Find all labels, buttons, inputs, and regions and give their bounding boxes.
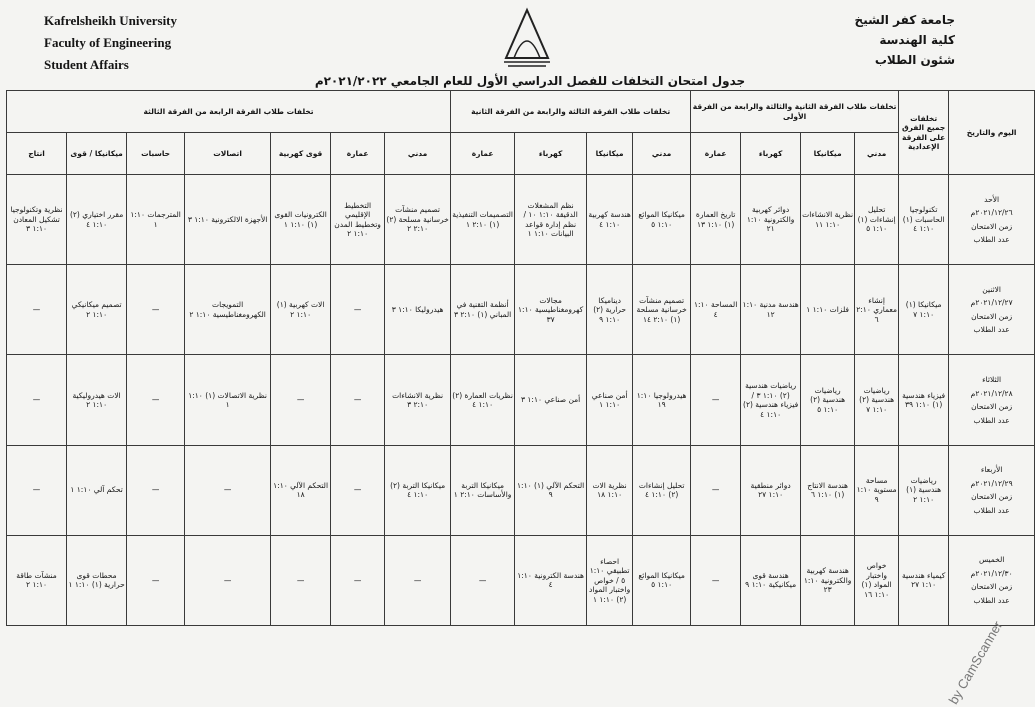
group2-header: تخلفات طلاب الفرقة الثانية والثالثة والرابعة من الفرقة الأولى	[691, 91, 899, 133]
day-n: عدد الطلاب	[973, 505, 1010, 515]
exam-cell: دوائر كهربية والكترونية ١:١٠ ٢١	[741, 175, 801, 265]
col-mech-1: ميكانيكا	[801, 133, 855, 175]
day-cell	[949, 445, 1035, 535]
col-elec-1: كهرباء	[741, 133, 801, 175]
exam-cell: احصاء تطبيقي ١:١٠ ٥ / خواص واختبار المواد (٢) ١:١٠ ١	[587, 535, 633, 625]
exam-cell: كيمياء هندسية ١:١٠ ٢٧	[899, 535, 949, 625]
exam-cell: —	[331, 355, 385, 445]
exam-cell: —	[7, 445, 67, 535]
exam-cell: مجالات كهرومغناطيسية ١:١٠ ٣٧	[515, 265, 587, 355]
exam-cell: دوائر منطقية ١:١٠ ٢٧	[741, 445, 801, 535]
exam-cell: ديناميكا حرارية (٢) ١:١٠ ٩	[587, 265, 633, 355]
day-day: الاثنين	[982, 284, 1001, 294]
exam-cell: —	[451, 535, 515, 625]
exam-cell: ميكانيكا التربة والأساسات ٢:١٠ ١	[451, 445, 515, 535]
col-mech-power-3: ميكانيكا / قوى	[67, 133, 127, 175]
exam-cell: هندسة كهربية ١:١٠ ٤	[587, 175, 633, 265]
day-date: ٢٠٢١/١٢/٢٦م	[970, 208, 1013, 218]
department-name-ar: شئون الطلاب	[874, 53, 955, 67]
exam-cell: فيزياء هندسية (١) ١:١٠ ٣٩	[899, 355, 949, 445]
exam-cell: رياضيات هندسية (٢) ١:١٠ ٧	[855, 355, 899, 445]
exam-cell: —	[271, 535, 331, 625]
exam-cell: تصميم منشآت خرسانية مسلحة (٢) ٢:١٠ ٢	[385, 175, 451, 265]
exam-cell: —	[331, 445, 385, 535]
table-row	[7, 265, 1035, 355]
exam-cell: —	[7, 265, 67, 355]
exam-cell: —	[331, 265, 385, 355]
day-day: الأحد	[984, 194, 1000, 204]
exam-cell: أنظمة التقنية في المباني (١) ٢:١٠ ٣	[451, 265, 515, 355]
exam-cell: تكنولوجيا الحاسبات (١) ١:١٠ ٤	[899, 175, 949, 265]
exam-cell: ميكانيكا الموائع ١:١٠ ٥	[633, 535, 691, 625]
faculty-name-ar: كلية الهندسة	[879, 33, 955, 47]
exam-cell: —	[691, 535, 741, 625]
day-date: ٢٠٢١/١٢/٣٠م	[970, 568, 1013, 578]
col-civil-1: مدني	[855, 133, 899, 175]
exam-cell: تحليل إنشاءات (١) ١:١٠ ٥	[855, 175, 899, 265]
day-cell	[949, 355, 1035, 445]
exam-cell: تصميم منشآت خرسانية مسلحة (١) ٢:١٠ ١٤	[633, 265, 691, 355]
exam-cell: نظرية الاتصالات (١) ١:١٠ ١	[185, 355, 271, 445]
department-name: Student Affairs	[44, 57, 129, 72]
col-comm-3: اتصالات	[185, 133, 271, 175]
table-row	[7, 445, 1035, 535]
day-t: زمن الامتحان	[971, 402, 1013, 412]
exam-schedule-table	[6, 90, 1035, 626]
col-arch-2: عمارة	[451, 133, 515, 175]
exam-cell: نظرية الات ١:١٠ ١٨	[587, 445, 633, 535]
exam-cell: —	[385, 535, 451, 625]
exam-cell: هيدرولوجيا ١:١٠ ١٩	[633, 355, 691, 445]
exam-cell: محطات قوى حرارية (١) ١:١٠ ١	[67, 535, 127, 625]
exam-cell: إنشاء معماري ٢:١٠ ٦	[855, 265, 899, 355]
exam-cell: خواص واختبار المواد (١) ١:١٠ ١٦	[855, 535, 899, 625]
exam-cell: تحليل إنشاءات (٢) ١:١٠ ٤	[633, 445, 691, 535]
exam-cell: هيدروليكا ١:١٠ ٣	[385, 265, 451, 355]
exam-cell: ميكانيكا الموائع ١:١٠ ٥	[633, 175, 691, 265]
exam-cell: المترجمات ١:١٠ ١	[127, 175, 185, 265]
prep-header: تخلفات جميع الفرق على الفرقة الإعدادية	[899, 91, 949, 175]
exam-cell: نظرية الانشاءات ١:١٠ ١١	[801, 175, 855, 265]
scanner-watermark: by CamScanner	[945, 618, 1005, 707]
exam-cell: نظرية الانشاءات ٢:١٠ ٣	[385, 355, 451, 445]
exam-cell: تحكم آلي ١:١٠ ١	[67, 445, 127, 535]
exam-cell: الكترونيات القوى (١) ١:١٠ ١	[271, 175, 331, 265]
day-n: عدد الطلاب	[973, 415, 1010, 425]
exam-cell: أمن صناعي ١:١٠ ١	[587, 355, 633, 445]
day-cell	[949, 535, 1035, 625]
col-arch-1: عمارة	[691, 133, 741, 175]
col-civil-2: مدني	[633, 133, 691, 175]
exam-cell: —	[127, 355, 185, 445]
exam-cell: أمن صناعي ١:١٠ ٣	[515, 355, 587, 445]
day-date: ٢٠٢١/١٢/٢٧م	[970, 298, 1013, 308]
exam-cell: —	[127, 445, 185, 535]
exam-cell: التصميمات التنفيذية (١) ٢:١٠ ١	[451, 175, 515, 265]
exam-cell: هندسة الكترونية ١:١٠ ٤	[515, 535, 587, 625]
faculty-name: Faculty of Engineering	[44, 35, 172, 50]
exam-cell: هندسة قوى ميكانيكية ١:١٠ ٩	[741, 535, 801, 625]
exam-cell: —	[185, 445, 271, 535]
exam-cell: نظم المشغلات الدقيقة ١:١٠ ١٠ / نظم إدارة قواعد البيانات ١:١٠ ١	[515, 175, 587, 265]
exam-cell: هندسة كهربية والكترونية ١:١٠ ٢٣	[801, 535, 855, 625]
day-date: ٢٠٢١/١٢/٢٨م	[970, 388, 1013, 398]
day-n: عدد الطلاب	[973, 325, 1010, 335]
table-row	[7, 535, 1035, 625]
exam-cell: —	[691, 445, 741, 535]
col-comp-3: حاسبات	[127, 133, 185, 175]
day-n: عدد الطلاب	[973, 235, 1010, 245]
group3-header: تخلفات طلاب الفرقة الثالثة والرابعة من الفرقة الثانية	[451, 91, 691, 133]
exam-cell: التمويجات الكهرومغناطيسية ١:١٠ ٢	[185, 265, 271, 355]
day-date: ٢٠٢١/١٢/٢٩م	[970, 478, 1013, 488]
exam-cell: —	[7, 355, 67, 445]
exam-cell: التحكم الآلي ١:١٠ ١٨	[271, 445, 331, 535]
exam-cell: مساحة مستوية ١:١٠ ٩	[855, 445, 899, 535]
exam-cell: الأجهزة الالكترونية ١:١٠ ٣	[185, 175, 271, 265]
exam-cell: تاريخ العمارة (١) ١:١٠ ١٣	[691, 175, 741, 265]
exam-cell: هندسة الانتاج (١) ١:١٠ ٦	[801, 445, 855, 535]
exam-cell: —	[331, 535, 385, 625]
exam-cell: مقرر اختياري (٢) ١:١٠ ٤	[67, 175, 127, 265]
exam-cell: —	[271, 355, 331, 445]
schedule-title: جدول امتحان التخلفات للفصل الدراسي الأول للعام الجامعي ٢٠٢١/٢٠٢٢م	[314, 74, 746, 88]
exam-cell: ميكانيكا (١) ١:١٠ ٧	[899, 265, 949, 355]
exam-cell: —	[185, 535, 271, 625]
day-n: عدد الطلاب	[973, 595, 1010, 605]
day-t: زمن الامتحان	[971, 582, 1013, 592]
exam-cell: المساحة ١:١٠ ٤	[691, 265, 741, 355]
exam-cell: رياضيات هندسية (٢) ١:١٠ ٥	[801, 355, 855, 445]
mech-group-label: ميكانيكا	[94, 148, 123, 158]
university-header-en	[44, 10, 177, 76]
group4-header: تخلفات طلاب الفرقة الرابعة من الفرقة الثالثة	[7, 91, 451, 133]
exam-cell: —	[691, 355, 741, 445]
day-t: زمن الامتحان	[971, 311, 1013, 321]
day-cell	[949, 265, 1035, 355]
col-elec-2: كهرباء	[515, 133, 587, 175]
exam-cell: فلزات ١:١٠ ١	[801, 265, 855, 355]
university-name: Kafrelsheikh University	[44, 13, 178, 28]
exam-cell: تصميم ميكانيكي ١:١٠ ٢	[67, 265, 127, 355]
exam-cell: ميكانيكا التربة (٢) ١:١٠ ٤	[385, 445, 451, 535]
table-row	[7, 175, 1035, 265]
exam-cell: هندسة مدنية ١:١٠ ١٢	[741, 265, 801, 355]
exam-cell: رياضيات هندسية (٢) ١:١٠ ٣ / فيزياء هندسية (٢) ١:١٠ ٤	[741, 355, 801, 445]
exam-cell: نظرية وتكنولوجيا تشكيل المعادن ١:١٠ ٣	[7, 175, 67, 265]
exam-cell: —	[127, 535, 185, 625]
day-day: الخميس	[978, 555, 1005, 565]
exam-cell: التحكم الآلي (١) ١:١٠ ٩	[515, 445, 587, 535]
university-name-ar: جامعة كفر الشيخ	[854, 13, 955, 27]
university-logo	[496, 6, 558, 74]
exam-cell: التخطيط الإقليمي وتخطيط المدن ١:١٠ ٢	[331, 175, 385, 265]
col-mech-prod-3: انتاج	[7, 133, 67, 175]
exam-cell: —	[127, 265, 185, 355]
table-row	[7, 355, 1035, 445]
day-t: زمن الامتحان	[971, 221, 1013, 231]
day-t: زمن الامتحان	[971, 492, 1013, 502]
exam-cell: منشآت طاقة ١:١٠ ٢	[7, 535, 67, 625]
col-arch-3: عمارة	[331, 133, 385, 175]
exam-cell: نظريات العمارة (٢) ١:١٠ ٤	[451, 355, 515, 445]
col-mech-2: ميكانيكا	[587, 133, 633, 175]
day-day: الأربعاء	[980, 465, 1003, 475]
exam-cell: الات هيدروليكية ١:١٠ ٢	[67, 355, 127, 445]
day-header: اليوم والتاريخ	[949, 91, 1035, 175]
col-power-3: قوى كهربية	[271, 133, 331, 175]
day-cell	[949, 175, 1035, 265]
exam-cell: رياضيات هندسية (١) ١:١٠ ٢	[899, 445, 949, 535]
exam-cell: الات كهربية (١) ١:١٠ ٢	[271, 265, 331, 355]
university-header-ar	[855, 10, 955, 70]
day-day: الثلاثاء	[982, 375, 1002, 385]
col-civil-3: مدني	[385, 133, 451, 175]
